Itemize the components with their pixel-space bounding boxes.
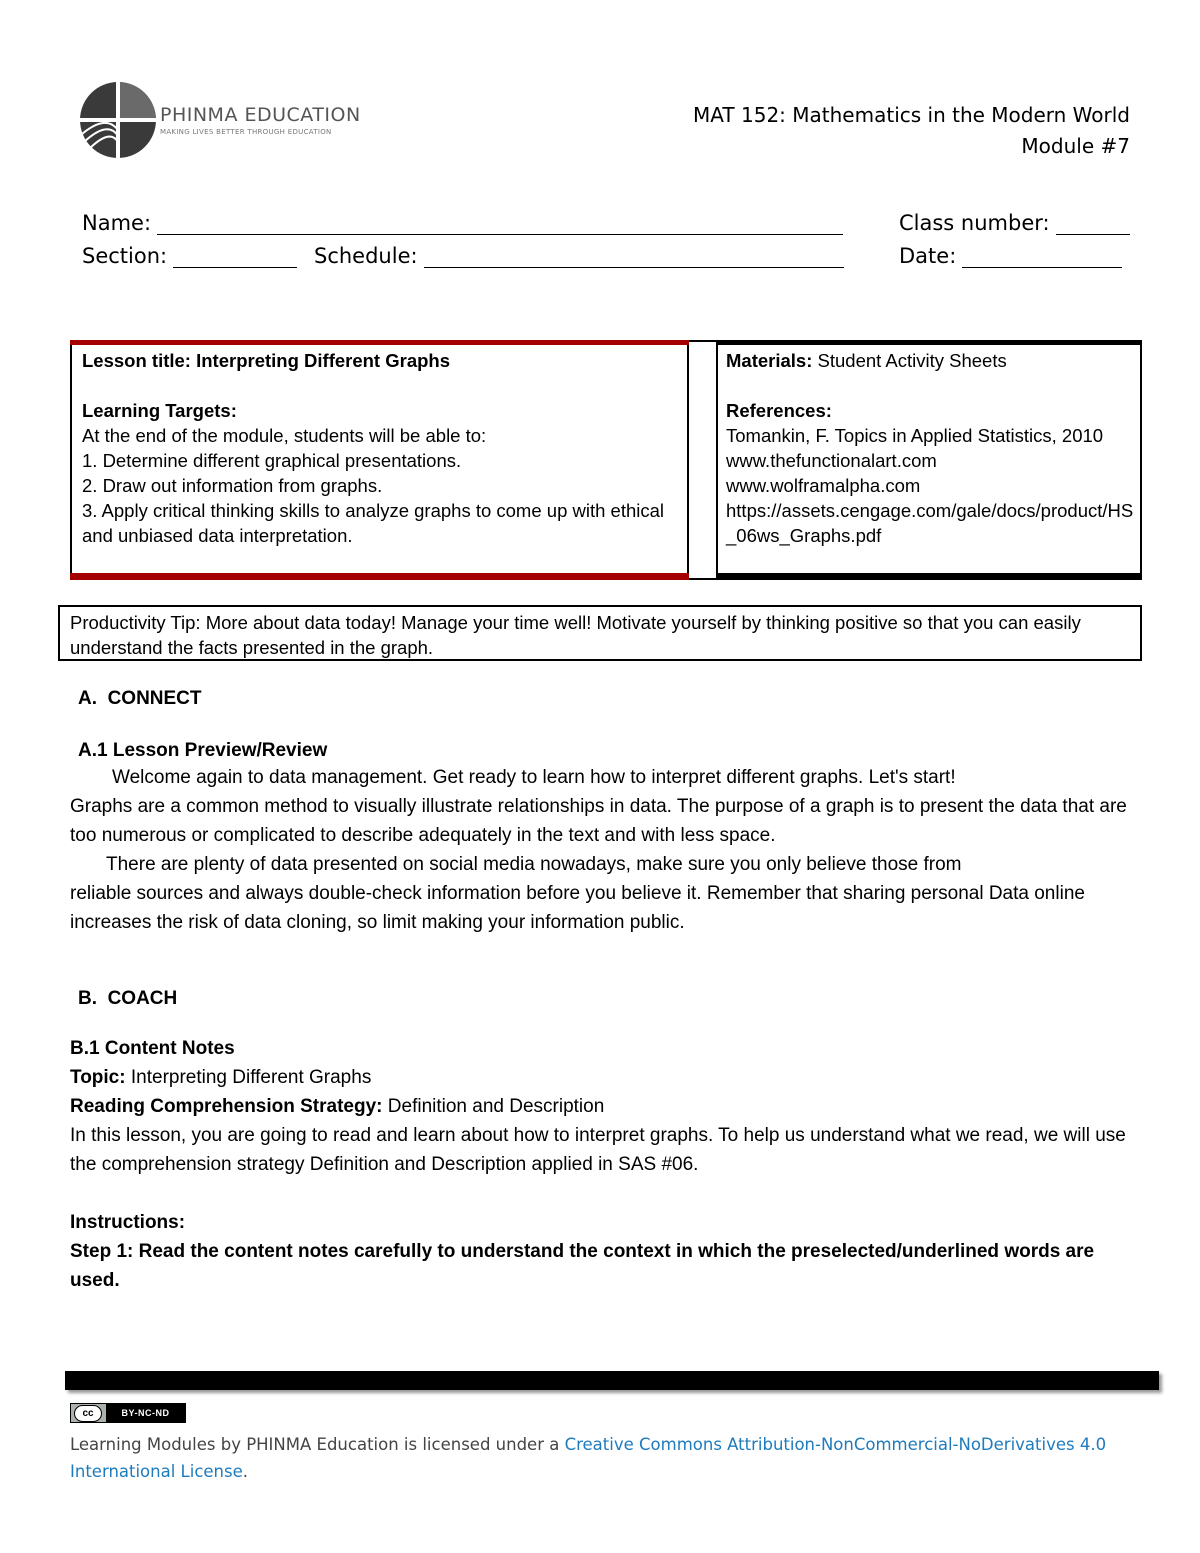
targets-intro: At the end of the module, students will be able to: <box>82 425 487 446</box>
license-prefix: Learning Modules by PHINMA Education is licensed under a <box>70 1435 565 1454</box>
class-number-label: Class number: <box>899 211 1050 235</box>
lesson-preview-text <box>70 763 1145 937</box>
section-line[interactable] <box>173 245 297 268</box>
cc-icon: cc <box>74 1405 102 1422</box>
lesson-preview-heading: A.1 Lesson Preview/Review <box>78 740 328 761</box>
license-text <box>70 1431 1150 1485</box>
content-notes-heading: B.1 Content Notes <box>70 1038 235 1059</box>
schedule-label: Schedule: <box>314 244 418 268</box>
productivity-tip: Productivity Tip: More about data today! Manage your time well! Motivate yourself by thinking positive so that you can easily understand the facts presented in the graph. <box>58 605 1142 661</box>
reference-item: www.thefunctionalart.com <box>726 450 937 471</box>
box-gap <box>689 340 716 580</box>
target-item: 1. Determine different graphical presentations. <box>82 450 462 471</box>
content-paragraph: In this lesson, you are going to read and learn about how to interpret graphs. To help us understand what we read, we will use the comprehension strategy Definition and Description applied in SAS #06. <box>70 1125 1126 1175</box>
topic-value: Interpreting Different Graphs <box>130 1067 372 1088</box>
target-item: 2. Draw out information from graphs. <box>82 475 383 496</box>
footer-bar <box>65 1371 1159 1390</box>
date-line[interactable] <box>962 245 1122 268</box>
lesson-content <box>82 348 682 548</box>
name-label: Name: <box>82 211 152 235</box>
schedule-field[interactable] <box>314 244 844 268</box>
learning-targets-label: Learning Targets: <box>82 400 237 421</box>
schedule-line[interactable] <box>424 245 844 268</box>
materials-content <box>726 348 1136 548</box>
section-label: Section: <box>82 244 168 268</box>
cc-license-badge[interactable] <box>70 1403 186 1423</box>
date-label: Date: <box>899 244 957 268</box>
target-item: 3. Apply critical thinking skills to analyze graphs to come up with ethical and unbiased data interpretation. <box>82 500 665 546</box>
lesson-title-label: Lesson title: <box>82 350 191 371</box>
reference-item: Tomankin, F. Topics in Applied Statistics, 2010 <box>726 425 1104 446</box>
section-a-heading: A. CONNECT <box>78 688 202 709</box>
name-field[interactable] <box>82 211 843 235</box>
cc-tag: BY-NC-ND <box>106 1404 185 1422</box>
preview-paragraph-2: reliable sources and always double-check information before you believe it. Remember that sharing personal Data online increases the risk of data cloning, so limit making your information public. <box>70 883 1085 933</box>
step-1-text: Step 1: Read the content notes carefully to understand the context in which the preselected/underlined words are used. <box>70 1241 1095 1291</box>
section-b-heading: B. COACH <box>78 988 178 1009</box>
preview-paragraph-1: Graphs are a common method to visually illustrate relationships in data. The purpose of a graph is to present the data that are too numerous or complicated to describe adequately in the text and with less space. <box>70 796 1127 846</box>
course-title: MAT 152: Mathematics in the Modern World <box>693 103 1130 127</box>
materials-value: Student Activity Sheets <box>817 350 1007 371</box>
section-field[interactable] <box>82 244 297 268</box>
phinma-emblem-icon <box>78 80 158 160</box>
reference-item: https://assets.cengage.com/gale/docs/product/HS_06ws_Graphs.pdf <box>726 500 1134 546</box>
logo-name: PHINMA EDUCATION <box>160 104 361 126</box>
preview-paragraph-2-intro: There are plenty of data presented on social media nowadays, make sure you only believe those from <box>106 854 962 875</box>
content-notes <box>70 1034 1145 1295</box>
lesson-title-value: Interpreting Different Graphs <box>196 350 450 371</box>
date-field[interactable] <box>899 244 1122 268</box>
name-line[interactable] <box>157 212 843 235</box>
class-number-field[interactable] <box>899 211 1130 235</box>
class-number-line[interactable] <box>1056 212 1130 235</box>
topic-label: Topic: <box>70 1067 126 1088</box>
module-number: Module #7 <box>1021 134 1130 158</box>
reference-item: www.wolframalpha.com <box>726 475 921 496</box>
materials-label: Materials: <box>726 350 813 371</box>
strategy-label: Reading Comprehension Strategy: <box>70 1096 383 1117</box>
logo-tagline: MAKING LIVES BETTER THROUGH EDUCATION <box>160 128 332 136</box>
license-link[interactable]: Creative Commons Attribution-NonCommercial-NoDerivatives 4.0 International License <box>70 1435 1107 1481</box>
preview-paragraph-1-intro: Welcome again to data management. Get ready to learn how to interpret different graphs. Let's start! <box>112 767 956 788</box>
references-label: References: <box>726 400 832 421</box>
strategy-value: Definition and Description <box>387 1096 605 1117</box>
instructions-label: Instructions: <box>70 1212 186 1233</box>
license-suffix: . <box>242 1462 249 1481</box>
